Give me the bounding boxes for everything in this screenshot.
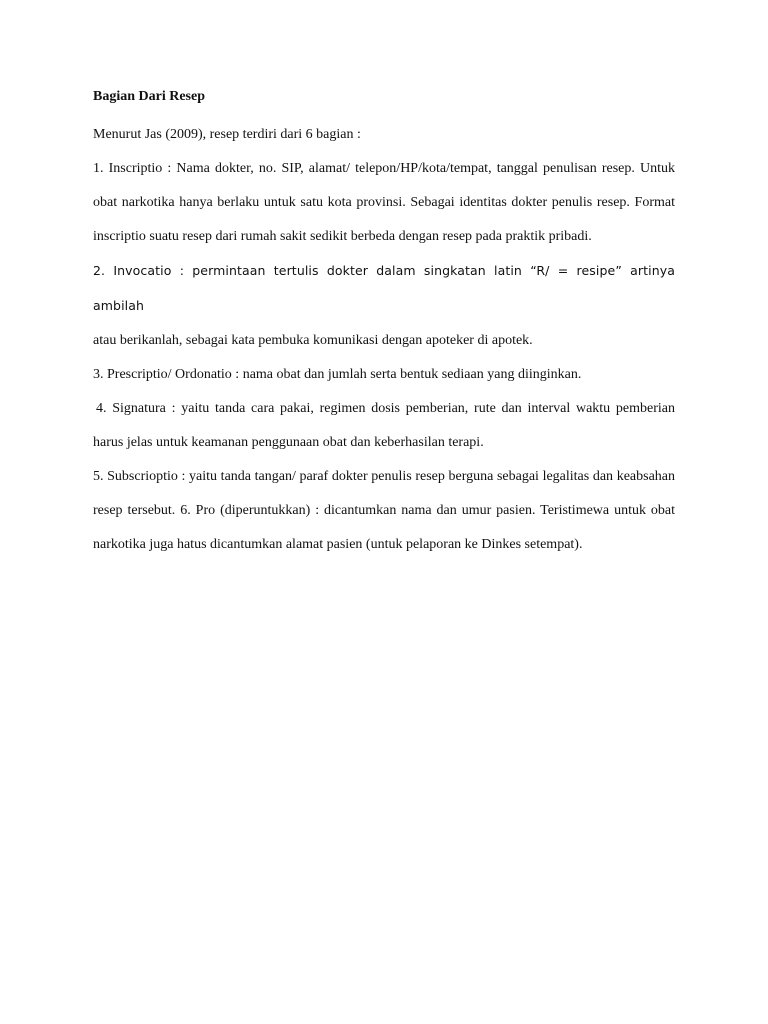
item-invocatio-continued: atau berikanlah, sebagai kata pembuka komunikasi dengan apoteker di apotek. <box>93 333 533 348</box>
item-invocatio-lead: 2. Invocatio : permintaan tertulis dokter dalam singkatan latin “R/ = resipe” artinya ambilah <box>93 263 675 313</box>
item-invocatio <box>93 254 675 324</box>
item-prescriptio: 3. Prescriptio/ Ordonatio : nama obat dan jumlah serta bentuk sediaan yang diinginkan. <box>93 367 582 382</box>
intro-paragraph: Menurut Jas (2009), resep terdiri dari 6 bagian : <box>93 127 361 142</box>
document-page <box>93 86 675 562</box>
document-title: Bagian Dari Resep <box>93 89 205 104</box>
item-subscriptio: 5. Subscrioptio : yaitu tanda tangan/ paraf dokter penulis resep berguna sebagai legalitas dan keabsahan resep tersebut. 6. Pro (diperuntukkan) : dicantumkan nama dan umur pasien. Teristimewa untuk obat narkotika juga hatus dicantumkan alamat pasien (untuk pelaporan ke Dinkes setempat). <box>93 469 675 552</box>
item-signatura: 4. Signatura : yaitu tanda cara pakai, regimen dosis pemberian, rute dan interval waktu pemberian harus jelas untuk keamanan penggunaan obat dan keberhasilan terapi. <box>93 401 675 450</box>
item-inscriptio: 1. Inscriptio : Nama dokter, no. SIP, alamat/ telepon/HP/kota/tempat, tanggal penulisan resep. Untuk obat narkotika hanya berlaku untuk satu kota provinsi. Sebagai identitas dokter penulis resep. Format inscriptio suatu resep dari rumah sakit sedikit berbeda dengan resep pada praktik pribadi. <box>93 161 675 244</box>
